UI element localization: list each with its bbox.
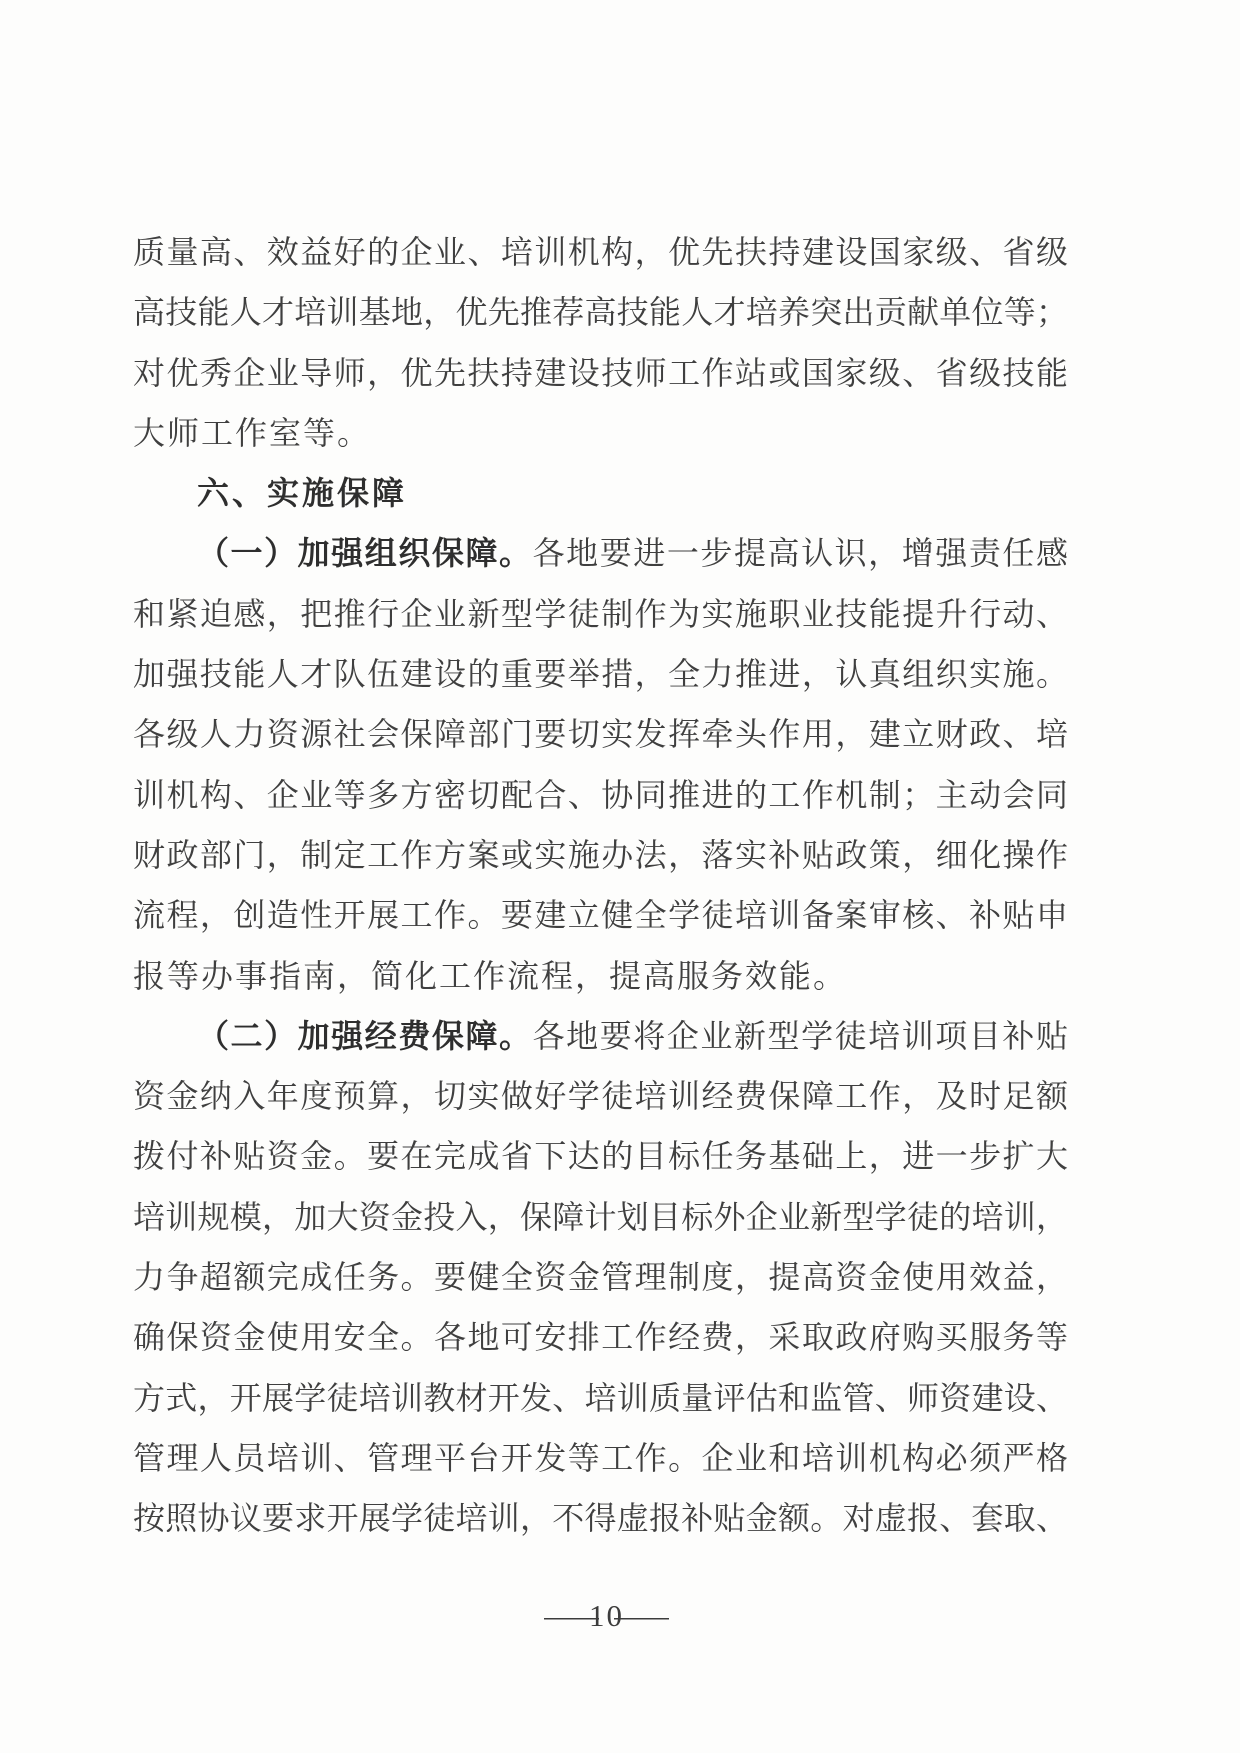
document-body xyxy=(133,222,1068,1549)
text-line xyxy=(133,523,1068,583)
line-text: 报等办事指南，简化工作流程，提高服务效能。 xyxy=(133,957,848,994)
line-text: 力争超额完成任务。要健全资金管理制度，提高资金使用效益， xyxy=(133,1259,1068,1296)
text-line xyxy=(133,1307,1068,1367)
line-text: 训机构、企业等多方密切配合、协同推进的工作机制；主动会同 xyxy=(133,776,1068,813)
line-text: 各地要进一步提高认识，增强责任感 xyxy=(532,535,1068,572)
line-text: 质量高、效益好的企业、培训机构，优先扶持建设国家级、省级 xyxy=(133,234,1068,270)
text-line xyxy=(133,343,1068,403)
text-line xyxy=(133,222,1068,282)
line-text: 拨付补贴资金。要在完成省下达的目标任务基础上，进一步扩大 xyxy=(133,1138,1068,1175)
line-text: 财政部门，制定工作方案或实施办法，落实补贴政策，细化操作 xyxy=(133,836,1068,873)
line-text: 方式，开展学徒培训教材开发、培训质量评估和监管、师资建设、 xyxy=(133,1379,1068,1416)
text-line xyxy=(133,704,1068,764)
line-text: 资金纳入年度预算，切实做好学徒培训经费保障工作，及时足额 xyxy=(133,1078,1068,1115)
line-text: 各地要将企业新型学徒培训项目补贴 xyxy=(532,1017,1068,1054)
line-text: 对优秀企业导师，优先扶持建设技师工作站或国家级、省级技能 xyxy=(133,354,1068,391)
line-text: 管理人员培训、管理平台开发等工作。企业和培训机构必须严格 xyxy=(133,1439,1068,1476)
text-line xyxy=(133,584,1068,644)
text-line xyxy=(133,282,1068,342)
line-text: 大师工作室等。 xyxy=(133,414,372,451)
text-line xyxy=(133,765,1068,825)
text-line xyxy=(133,644,1068,704)
line-text: 高技能人才培训基地，优先推荐高技能人才培养突出贡献单位等； xyxy=(133,294,1068,331)
line-text: 按照协议要求开展学徒培训，不得虚报补贴金额。对虚报、套取、 xyxy=(133,1500,1068,1537)
line-bold-text: 六、实施保障 xyxy=(197,475,408,512)
line-text: 培训规模，加大资金投入，保障计划目标外企业新型学徒的培训， xyxy=(133,1198,1068,1235)
page-number xyxy=(544,1593,669,1639)
text-line xyxy=(133,1488,1068,1548)
line-text: 确保资金使用安全。各地可安排工作经费，采取政府购买服务等 xyxy=(133,1319,1068,1356)
page-number-dash: — xyxy=(544,1598,599,1633)
line-text: 流程，创造性开展工作。要建立健全学徒培训备案审核、补贴申 xyxy=(133,897,1068,934)
text-line xyxy=(133,1006,1068,1066)
section-heading xyxy=(133,463,1068,523)
text-line xyxy=(133,1187,1068,1247)
text-line xyxy=(133,885,1068,945)
text-line xyxy=(133,1428,1068,1488)
text-line xyxy=(133,1247,1068,1307)
line-text: 和紧迫感，把推行企业新型学徒制作为实施职业技能提升行动、 xyxy=(133,595,1068,632)
text-line xyxy=(133,1368,1068,1428)
text-line xyxy=(133,403,1068,463)
text-line xyxy=(133,1126,1068,1186)
text-line xyxy=(133,825,1068,885)
page-number-digits: 10 xyxy=(589,1598,624,1633)
line-text: 各级人力资源社会保障部门要切实发挥牵头作用，建立财政、培 xyxy=(133,716,1068,753)
line-bold-text: （二）加强经费保障。 xyxy=(197,1017,533,1054)
line-text: 加强技能人才队伍建设的重要举措，全力推进，认真组织实施。 xyxy=(133,656,1068,693)
text-line xyxy=(133,1066,1068,1126)
text-line xyxy=(133,946,1068,1006)
page-number-dash: — xyxy=(614,1598,669,1633)
line-bold-text: （一）加强组织保障。 xyxy=(197,535,533,572)
